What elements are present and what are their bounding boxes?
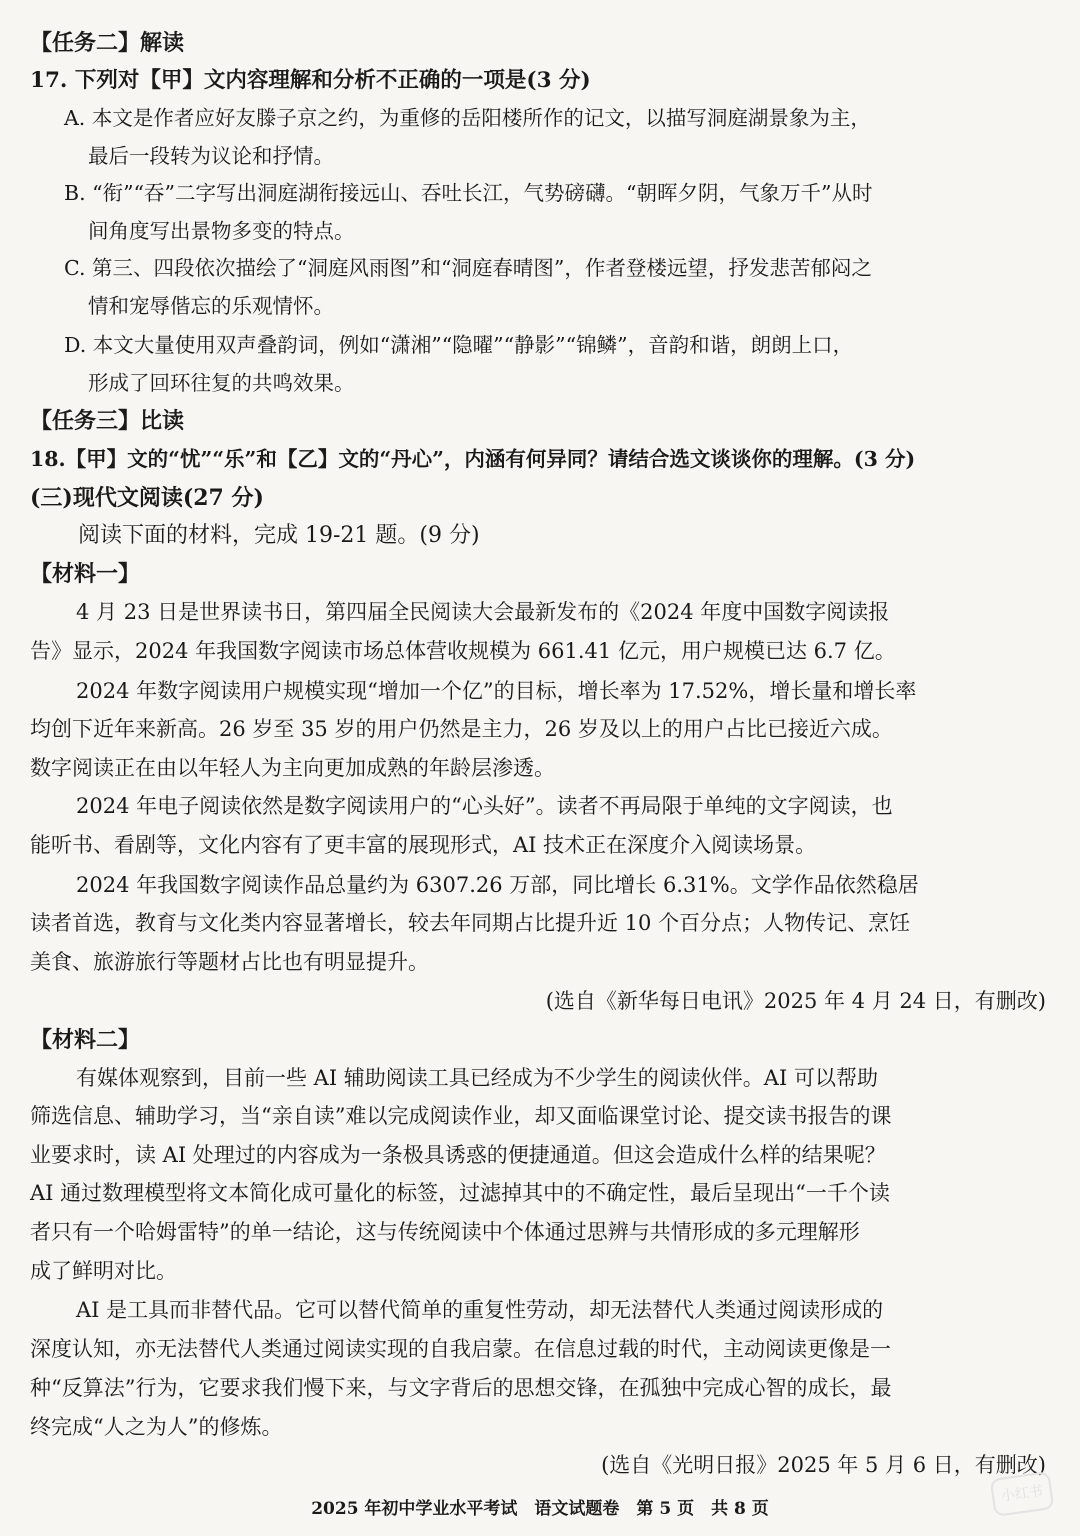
material2-line: AI 是工具而非替代品。它可以替代简单的重复性劳动，却无法替代人类通过阅读形成的 [76, 1298, 884, 1322]
material2-line: 筛选信息、辅助学习，当“亲自读”难以完成阅读作业，却又面临课堂讨论、提交读书报告的课 [30, 1104, 892, 1128]
task3-heading: 【任务三】比读 [30, 408, 185, 434]
material2-line: 者只有一个哈姆雷特”的单一结论，这与传统阅读中个体通过思辨与共情形成的多元理解形 [30, 1220, 860, 1244]
material2-line: 种“反算法”行为，它要求我们慢下来，与文字背后的思想交锋，在孤独中完成心智的成长，最 [30, 1376, 892, 1400]
material1-line: 读者首选，教育与文化类内容显著增长，较去年同期占比提升近 10 个百分点；人物传记、烹饪 [30, 911, 911, 935]
material2-line: 终完成“人之为人”的修炼。 [30, 1415, 283, 1439]
material1-line: 2024 年电子阅读依然是数字阅读用户的“心头好”。读者不再局限于单纯的文字阅读，也 [76, 794, 893, 818]
watermark-logo: 小红书 [990, 1471, 1055, 1517]
material1-line: 均创下近年来新高。26 岁至 35 岁的用户仍然是主力，26 岁及以上的用户占比已接近六成。 [30, 717, 893, 741]
material2-line: 业要求时，读 AI 处理过的内容成为一条极具诱惑的便捷通道。但这会造成什么样的结果呢？ [30, 1143, 886, 1167]
q17-option-c-line2: 情和宠辱偕忘的乐观情怀。 [88, 294, 334, 318]
q17-option-c-line1: C. 第三、四段依次描绘了“洞庭风雨图”和“洞庭春晴图”，作者登楼远望，抒发悲苦郁闷之 [64, 256, 872, 280]
q17-option-b-line2: 间角度写出景物多变的特点。 [88, 219, 355, 243]
q18-stem: 18.【甲】文的“忧”“乐”和【乙】文的“丹心”，内涵有何异同？请结合选文谈谈你的理解。(3 分) [30, 447, 916, 471]
q17-option-a-line2: 最后一段转为议论和抒情。 [88, 144, 334, 168]
material1-line: 告》显示，2024 年我国数字阅读市场总体营收规模为 661.41 亿元，用户规模已达 6.7 亿。 [30, 639, 896, 663]
material1-line: 数字阅读正在由以年轻人为主向更加成熟的年龄层渗透。 [30, 756, 555, 780]
material1-line: 2024 年我国数字阅读作品总量约为 6307.26 万部，同比增长 6.31%。文学作品依然稳居 [76, 873, 919, 897]
section3-heading: (三)现代文阅读(27 分) [30, 485, 264, 511]
section3-instruction: 阅读下面的材料，完成 19-21 题。(9 分) [78, 523, 480, 548]
task2-heading: 【任务二】解读 [30, 30, 185, 56]
material2-source: (选自《光明日报》2025 年 5 月 6 日，有删改) [601, 1453, 1046, 1477]
material2-line: AI 通过数理模型将文本简化成可量化的标签，过滤掉其中的不确定性，最后呈现出“一千个读 [30, 1181, 890, 1205]
material1-heading: 【材料一】 [30, 561, 141, 587]
page-footer: 2025 年初中学业水平考试 语文试题卷 第 5 页 共 8 页 [311, 1499, 769, 1519]
q17-option-a-line1: A. 本文是作者应好友滕子京之约，为重修的岳阳楼所作的记文，以描写洞庭湖景象为主， [64, 106, 871, 130]
material2-line: 成了鲜明对比。 [30, 1259, 177, 1283]
material2-line: 有媒体观察到，目前一些 AI 辅助阅读工具已经成为不少学生的阅读伙伴。AI 可以帮助 [76, 1066, 878, 1090]
q17-option-d-line2: 形成了回环往复的共鸣效果。 [88, 371, 355, 395]
material1-source: (选自《新华每日电讯》2025 年 4 月 24 日，有删改) [545, 989, 1046, 1013]
material1-line: 4 月 23 日是世界读书日，第四届全民阅读大会最新发布的《2024 年度中国数字阅读报 [76, 600, 890, 624]
material2-heading: 【材料二】 [30, 1027, 141, 1053]
material1-line: 美食、旅游旅行等题材占比也有明显提升。 [30, 950, 429, 974]
material2-line: 深度认知，亦无法替代人类通过阅读实现的自我启蒙。在信息过载的时代，主动阅读更像是一 [30, 1337, 891, 1361]
material1-line: 能听书、看剧等，文化内容有了更丰富的展现形式，AI 技术正在深度介入阅读场景。 [30, 833, 817, 857]
q17-stem: 17. 下列对【甲】文内容理解和分析不正确的一项是(3 分) [30, 68, 591, 93]
q17-option-d-line1: D. 本文大量使用双声叠韵词，例如“潇湘”“隐曜”“静影”“锦鳞”，音韵和谐，朗朗上口， [64, 333, 854, 357]
material1-line: 2024 年数字阅读用户规模实现“增加一个亿”的目标，增长率为 17.52%，增长量和增长率 [76, 679, 917, 703]
q17-option-b-line1: B. “衔”“吞”二字写出洞庭湖衔接远山、吞吐长江，气势磅礴。“朝晖夕阴，气象万千”从时 [64, 181, 873, 205]
